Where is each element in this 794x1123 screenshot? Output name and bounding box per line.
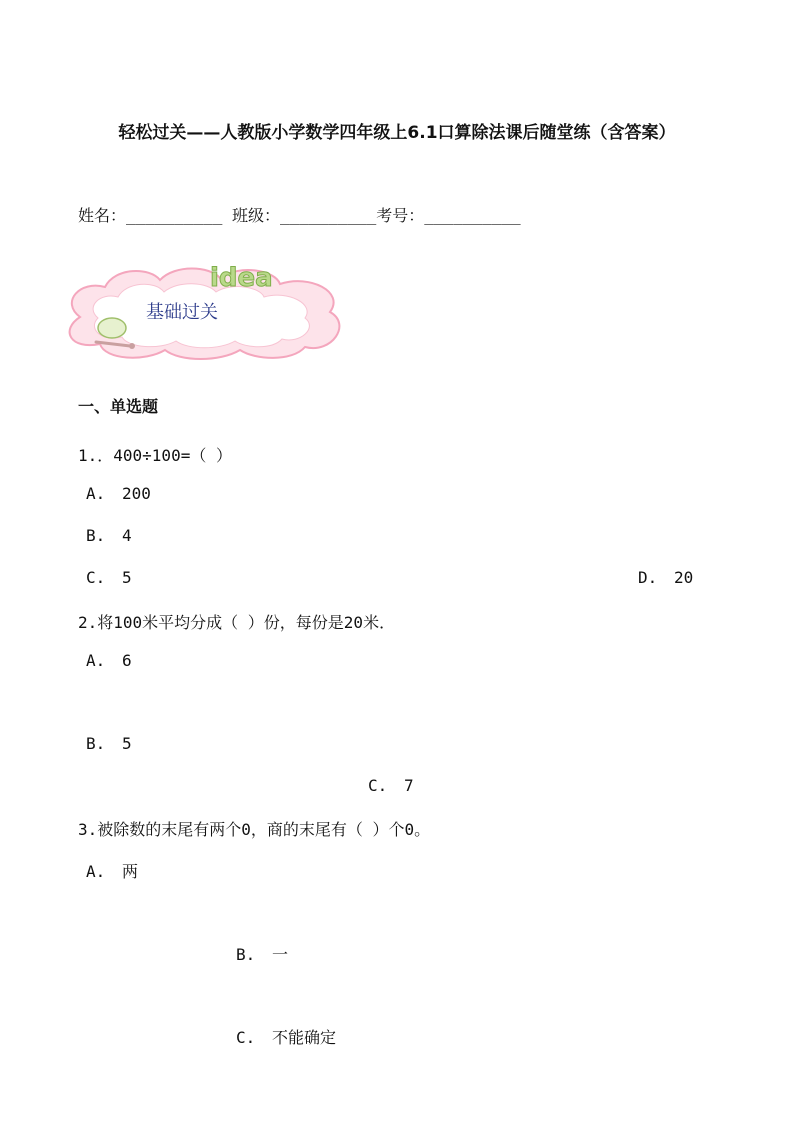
option-text: 5 <box>122 734 132 753</box>
question-1-option-d[interactable] <box>638 568 693 587</box>
question-1-stem: 1.．400÷100=（ ） <box>78 446 232 465</box>
option-letter: A. <box>86 862 106 881</box>
question-2-option-c[interactable] <box>368 776 414 795</box>
question-1-option-b[interactable] <box>86 526 132 545</box>
option-letter: D. <box>638 568 658 587</box>
question-3-stem: 3.被除数的末尾有两个0，商的末尾有（ ）个0。 <box>78 820 431 839</box>
option-letter: B. <box>86 526 106 545</box>
option-letter: C. <box>86 568 106 587</box>
option-text: 两 <box>122 862 139 881</box>
question-3-option-a[interactable] <box>86 859 138 882</box>
question-3-option-c[interactable] <box>236 1025 336 1048</box>
option-text: 不能确定 <box>272 1028 337 1047</box>
section-title: 一、单选题 <box>78 397 159 416</box>
question-1-option-c[interactable] <box>86 568 132 587</box>
idea-word-icon <box>210 263 273 293</box>
option-text: 20 <box>674 568 694 587</box>
option-text: 5 <box>122 568 132 587</box>
option-letter: A. <box>86 651 106 670</box>
option-text: 7 <box>404 776 414 795</box>
option-letter: B. <box>86 734 106 753</box>
question-3-option-b[interactable] <box>236 942 288 965</box>
option-letter: B. <box>236 945 256 964</box>
option-text: 6 <box>122 651 132 670</box>
question-2-stem: 2.将100米平均分成（ ）份，每份是20米． <box>78 613 396 632</box>
option-letter: A. <box>86 484 106 503</box>
page-title: 轻松过关——人教版小学数学四年级上6.1口算除法课后随堂练（含答案） <box>118 123 676 143</box>
badge-label: 基础过关 <box>146 302 218 323</box>
question-2-option-a[interactable] <box>86 651 132 670</box>
student-info-line: 姓名：__________ 班级：__________考号：__________ <box>78 206 521 225</box>
option-text: 4 <box>122 526 132 545</box>
option-text: 一 <box>272 945 289 964</box>
option-text: 200 <box>122 484 151 503</box>
option-letter: C. <box>368 776 388 795</box>
svg-text:idea: idea <box>210 263 273 293</box>
question-2-option-b[interactable] <box>86 734 132 753</box>
question-1-option-a[interactable] <box>86 484 151 503</box>
option-letter: C. <box>236 1028 256 1047</box>
